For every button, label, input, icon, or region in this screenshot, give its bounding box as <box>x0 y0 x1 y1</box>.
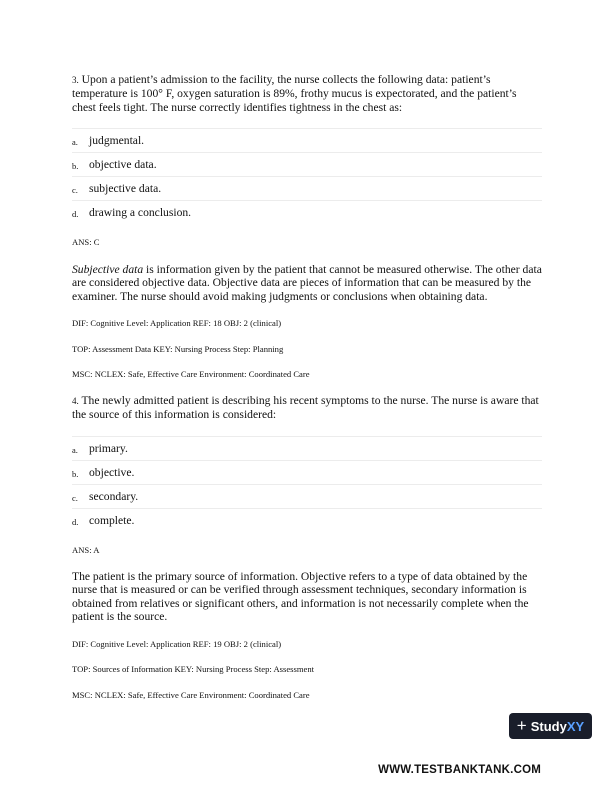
question-3-msc: MSC: NCLEX: Safe, Effective Care Environment: Coordinated Care <box>72 369 310 379</box>
question-4-rationale: The patient is the primary source of information. Objective refers to a type of data obtained by the nurse that is measured or can be verified through assessment techniques, secondary information is obtained from relatives or significant others, and information is not necessarily complete when the patient is the source. <box>72 570 529 624</box>
option-text: secondary. <box>89 490 139 503</box>
question-4-top: TOP: Sources of Information KEY: Nursing Process Step: Assessment <box>72 664 315 674</box>
option-text: complete. <box>89 514 135 527</box>
question-3-top: TOP: Assessment Data KEY: Nursing Process Step: Planning <box>72 344 284 354</box>
option-text: objective. <box>89 466 135 479</box>
question-4-answer: ANS: A <box>72 545 100 555</box>
plus-icon: + <box>516 715 527 735</box>
question-4-dif: DIF: Cognitive Level: Application REF: 19 OBJ: 2 (clinical) <box>72 639 282 649</box>
option-text: drawing a conclusion. <box>89 206 192 219</box>
question-3-text: Upon a patient’s admission to the facility, the nurse collects the following data: patient’s temperature is 100° F, oxygen saturation is 89%, frothy mucus is expectorated, and the patient’s chest feels tight. The nurse correctly identifies tightness in the chest as: <box>72 73 517 114</box>
brand-text: Study <box>530 718 567 734</box>
question-4-option-d <box>72 508 542 533</box>
option-letter: a. <box>72 445 78 455</box>
question-4-number: 4. <box>72 396 79 406</box>
question-3-option-b <box>72 152 542 177</box>
question-3-answer: ANS: C <box>72 237 100 247</box>
rationale-italic-term: Subjective data <box>72 263 144 276</box>
question-3-stem <box>72 73 542 115</box>
question-3-dif: DIF: Cognitive Level: Application REF: 18 OBJ: 2 (clinical) <box>72 318 282 328</box>
studyxy-logo-text <box>531 719 584 734</box>
question-3-option-c <box>72 176 542 201</box>
question-3-rationale <box>72 263 542 303</box>
option-letter: d. <box>72 209 79 219</box>
brand-accent-text: XY <box>566 718 585 734</box>
rationale-text: is information given by the patient that cannot be measured otherwise. The other data are considered objective data. Objective data are pieces of information that can be measured by the examiner. The nurse should avoid making judgments or conclusions when obtaining data. <box>72 263 542 303</box>
option-letter: b. <box>72 161 79 171</box>
question-4-option-a <box>72 436 542 461</box>
option-letter: a. <box>72 137 78 147</box>
question-3-option-a <box>72 128 542 153</box>
option-text: primary. <box>89 442 128 455</box>
question-4-option-b <box>72 460 542 485</box>
question-3-number: 3. <box>72 75 79 85</box>
question-4-stem <box>72 394 542 422</box>
option-letter: b. <box>72 469 79 479</box>
option-letter: d. <box>72 517 79 527</box>
question-4-text: The newly admitted patient is describing his recent symptoms to the nurse. The nurse is aware that the source of this information is considered: <box>72 394 539 421</box>
footer-website: WWW.TESTBANKTANK.COM <box>378 764 541 776</box>
option-text: subjective data. <box>89 182 162 195</box>
question-4-option-c <box>72 484 542 509</box>
option-text: judgmental. <box>89 134 145 147</box>
question-3-option-d <box>72 200 542 225</box>
studyxy-badge[interactable] <box>509 713 592 739</box>
option-letter: c. <box>72 185 78 195</box>
question-4-msc: MSC: NCLEX: Safe, Effective Care Environment: Coordinated Care <box>72 690 310 700</box>
option-text: objective data. <box>89 158 157 171</box>
option-letter: c. <box>72 493 78 503</box>
